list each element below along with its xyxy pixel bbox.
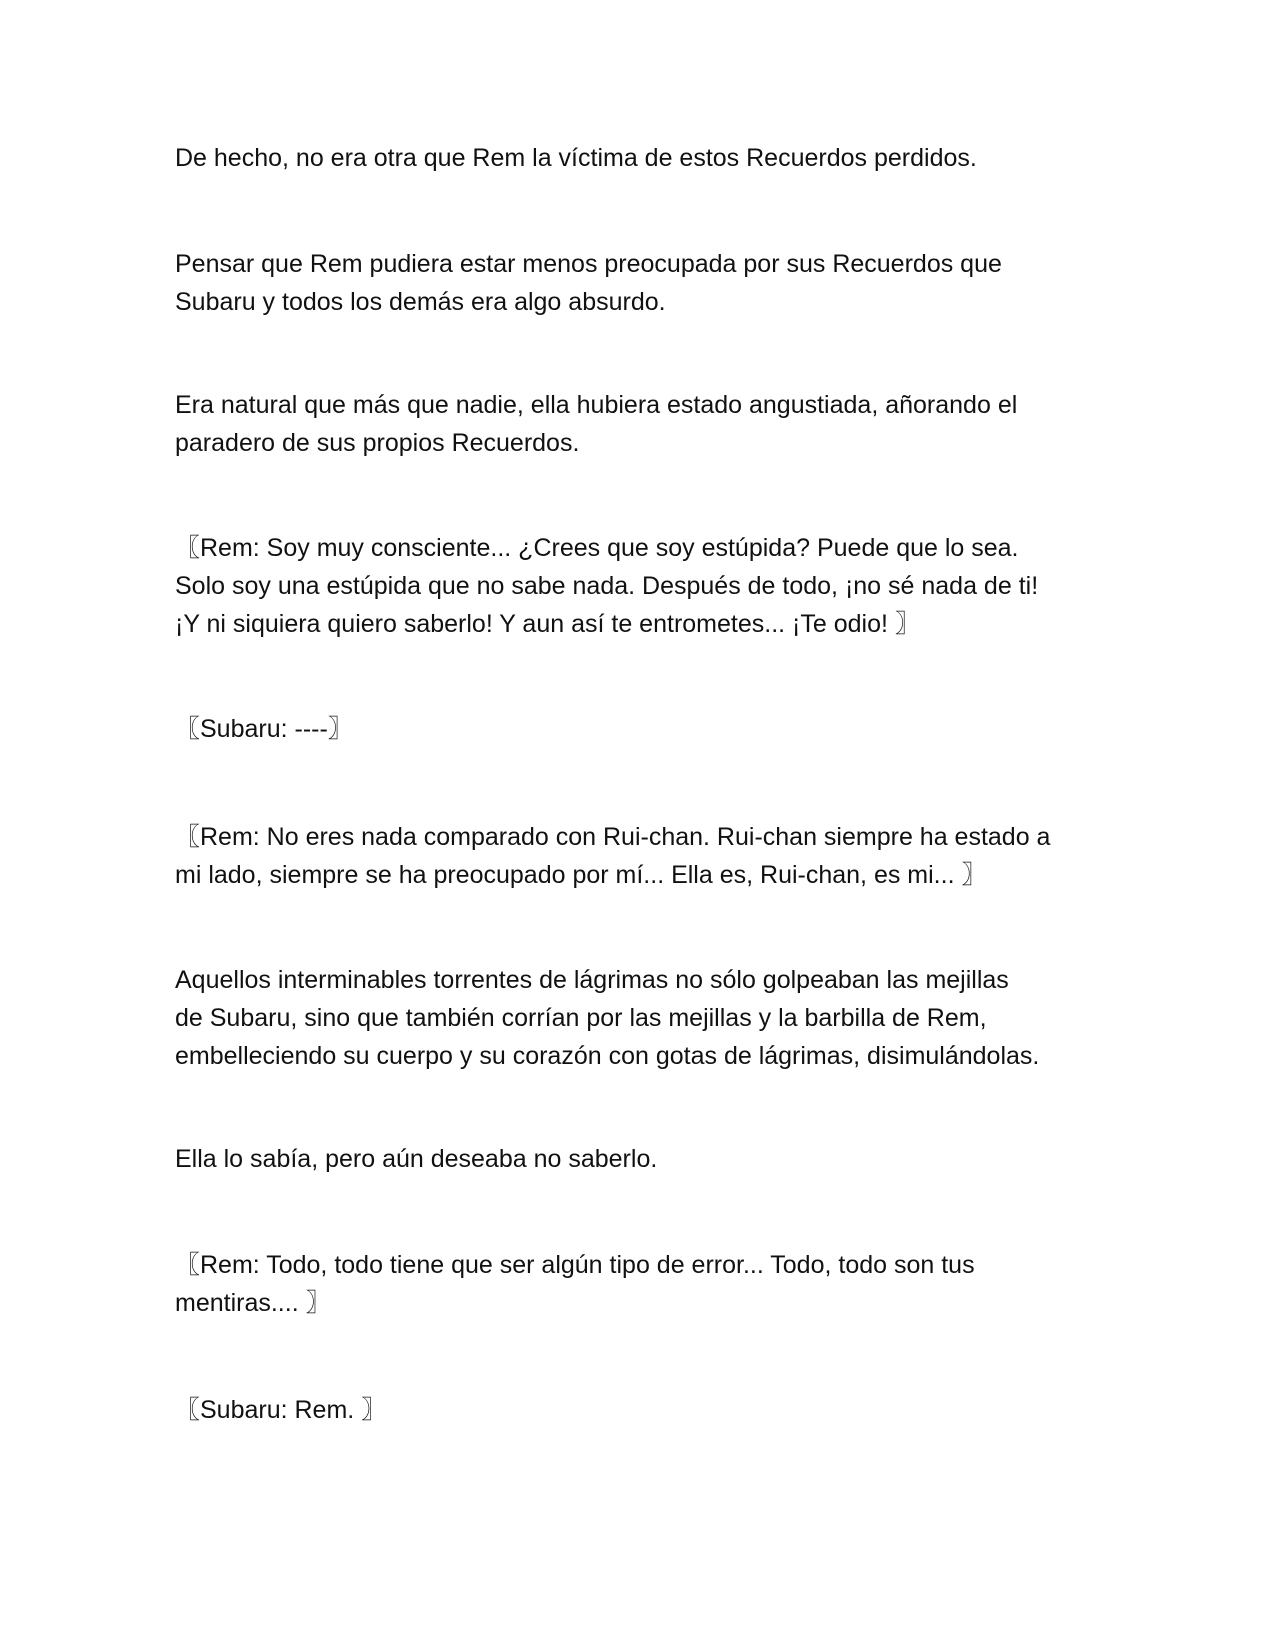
dialog-rem-2: [175, 818, 1095, 894]
paragraph-line: 〖Rem: No eres nada comparado con Rui-chan. Rui-chan siempre ha estado a: [175, 823, 1051, 851]
paragraph-line: mentiras.... 〗: [175, 1289, 331, 1317]
paragraph-line: de Subaru, sino que también corrían por las mejillas y la barbilla de Rem,: [175, 1004, 987, 1032]
paragraph-line: ¡Y ni siquiera quiero saberlo! Y aun así te entrometes... ¡Te odio! 〗: [175, 610, 920, 638]
paragraph-line: Solo soy una estúpida que no sabe nada. Después de todo, ¡no sé nada de ti!: [175, 572, 1039, 600]
paragraph-1: [175, 139, 1095, 177]
paragraph-line: paradero de sus propios Recuerdos.: [175, 429, 580, 457]
paragraph-8: [175, 1140, 1095, 1178]
paragraph-text: Ella lo sabía, pero aún deseaba no saberlo.: [175, 1145, 658, 1173]
dialog-rem-3: [175, 1246, 1095, 1322]
dialog-subaru-2: [175, 1391, 1095, 1429]
dialog-rem-1: [175, 529, 1095, 643]
paragraph-line: Era natural que más que nadie, ella hubiera estado angustiada, añorando el: [175, 391, 1018, 419]
paragraph-text: 〖Subaru: ----〗: [175, 715, 353, 743]
paragraph-line: embelleciendo su cuerpo y su corazón con gotas de lágrimas, disimulándolas.: [175, 1042, 1040, 1070]
paragraph-line: 〖Rem: Todo, todo tiene que ser algún tipo de error... Todo, todo son tus: [175, 1251, 975, 1279]
paragraph-line: Pensar que Rem pudiera estar menos preocupada por sus Recuerdos que: [175, 250, 1002, 278]
paragraph-line: Subaru y todos los demás era algo absurdo.: [175, 288, 666, 316]
paragraph-text: 〖Subaru: Rem. 〗: [175, 1396, 387, 1424]
paragraph-3: [175, 386, 1095, 462]
dialog-subaru-1: [175, 710, 1095, 748]
paragraph-line: mi lado, siempre se ha preocupado por mí... Ella es, Rui-chan, es mi... 〗: [175, 861, 987, 889]
paragraph-2: [175, 245, 1095, 321]
paragraph-line: Aquellos interminables torrentes de lágrimas no sólo golpeaban las mejillas: [175, 966, 1009, 994]
paragraph-7: [175, 961, 1095, 1075]
paragraph-line: 〖Rem: Soy muy consciente... ¿Crees que soy estúpida? Puede que lo sea.: [175, 534, 1019, 562]
paragraph-text: De hecho, no era otra que Rem la víctima de estos Recuerdos perdidos.: [175, 144, 977, 172]
